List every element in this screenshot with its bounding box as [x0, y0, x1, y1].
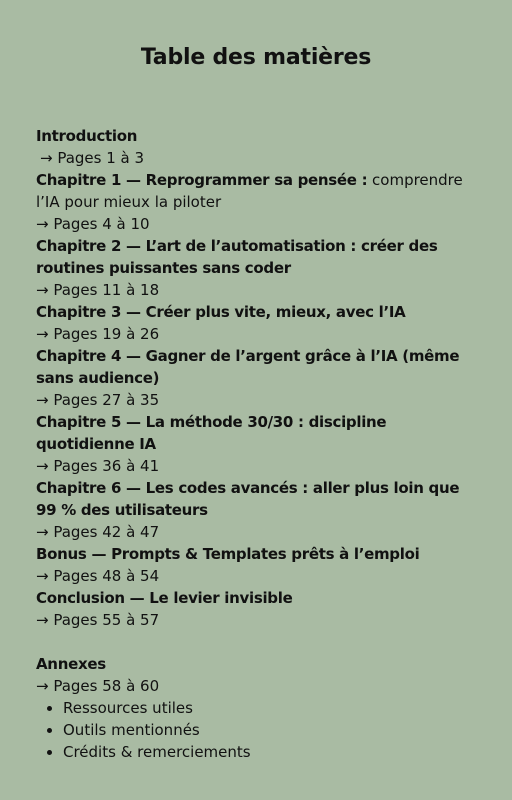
toc-pages: → Pages 58 à 60 [36, 677, 160, 695]
toc-pages: → Pages 19 à 26 [36, 325, 160, 343]
toc-heading: Chapitre 1 — Reprogrammer sa pensée : [36, 171, 368, 189]
toc-heading: Chapitre 6 — Les codes avancés : aller plus loin que 99 % des utilisateurs [36, 479, 460, 519]
toc-heading: Chapitre 4 — Gagner de l’argent grâce à l’IA (même sans audience) [36, 347, 460, 387]
toc-pages: → Pages 27 à 35 [36, 391, 160, 409]
toc-entry-conclusion [36, 587, 476, 631]
toc-heading: Annexes [36, 655, 106, 673]
toc-pages: → Pages 1 à 3 [40, 149, 145, 167]
toc-entry-bonus [36, 543, 476, 587]
toc-entry-annexes [36, 653, 476, 763]
toc-entry-chapter-4 [36, 345, 476, 411]
annex-item: • Crédits & remerciements [63, 741, 476, 763]
toc-pages: → Pages 36 à 41 [36, 457, 160, 475]
toc-pages: → Pages 48 à 54 [36, 567, 160, 585]
toc-entry-chapter-6 [36, 477, 476, 543]
toc-pages: → Pages 4 à 10 [36, 215, 150, 233]
annex-list [36, 697, 476, 763]
toc-entry-chapter-5 [36, 411, 476, 477]
toc-entry-introduction [36, 125, 476, 169]
toc-heading: Introduction [36, 127, 138, 145]
table-of-contents [36, 125, 476, 763]
annex-item: • Outils mentionnés [63, 719, 476, 741]
toc-heading: Conclusion — Le levier invisible [36, 589, 293, 607]
toc-entry-chapter-1 [36, 169, 476, 235]
toc-entry-chapter-3 [36, 301, 476, 345]
toc-subtitle: comprendre l’IA pour mieux la piloter [36, 171, 463, 211]
toc-heading: Bonus — Prompts & Templates prêts à l’emploi [36, 545, 420, 563]
page-title: Table des matières [140, 45, 372, 70]
toc-heading: Chapitre 3 — Créer plus vite, mieux, avec l’IA [36, 303, 406, 321]
toc-pages: → Pages 42 à 47 [36, 523, 160, 541]
toc-pages: → Pages 55 à 57 [36, 611, 160, 629]
toc-heading: Chapitre 5 — La méthode 30/30 : discipline quotidienne IA [36, 413, 387, 453]
toc-entry-chapter-2 [36, 235, 476, 301]
toc-pages: → Pages 11 à 18 [36, 281, 160, 299]
spacer [36, 631, 476, 653]
toc-heading: Chapitre 2 — L’art de l’automatisation : créer des routines puissantes sans coder [36, 237, 438, 277]
annex-item: • Ressources utiles [63, 697, 476, 719]
